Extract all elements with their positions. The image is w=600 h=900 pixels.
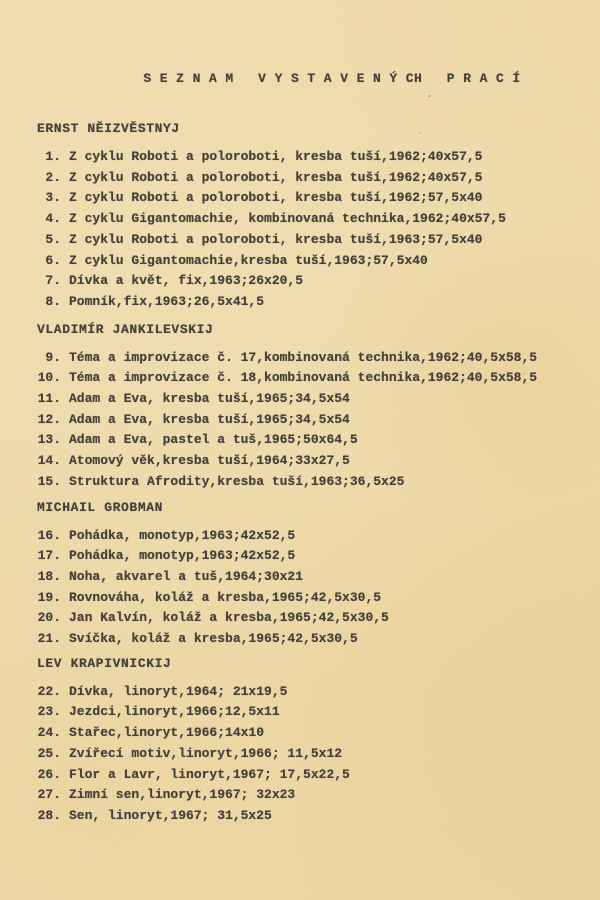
item-number: 1.	[45, 149, 61, 164]
item-text: Z cyklu Roboti a poloroboti, kresba tuší,1962;40x57,5	[69, 149, 483, 164]
page-title: S E Z N A M V Y S T A V E N Ý CH P R A C Í	[143, 71, 521, 86]
list-item	[37, 368, 572, 389]
item-text: Pohádka, monotyp,1963;42x52,5	[69, 548, 296, 564]
list-item	[37, 292, 572, 313]
item-number: 26.	[37, 766, 61, 782]
list-item	[37, 567, 572, 588]
list-item	[37, 629, 572, 650]
list-item	[37, 188, 572, 209]
work-list	[37, 348, 572, 493]
item-text: Jan Kalvín, koláž a kresba,1965;42,5x30,5	[69, 610, 389, 626]
artist-name: VLADIMÍR JANKILEVSKIJ	[37, 321, 214, 337]
item-number: 20.	[37, 610, 61, 626]
item-text: Adam a Eva, kresba tuší,1965;34,5x54	[69, 411, 350, 427]
item-text: Téma a improvizace č. 17,kombinovaná technika,1962;40,5x58,5	[69, 349, 538, 365]
list-item	[37, 744, 572, 765]
paper-speck	[96, 557, 99, 559]
item-number: 11.	[37, 391, 61, 407]
item-text: Atomový věk,kresba tuší,1964;33x27,5	[69, 453, 350, 469]
list-item	[37, 702, 572, 723]
item-number: 21.	[37, 631, 61, 647]
paper-speck	[419, 132, 421, 134]
item-number: 17.	[37, 548, 61, 564]
paper-speck	[523, 372, 525, 375]
list-item	[37, 472, 572, 493]
item-text: Stařec,linoryt,1966;14x10	[69, 725, 265, 741]
list-item	[37, 806, 572, 827]
item-text: Dívka, linoryt,1964; 21x19,5	[69, 683, 288, 699]
item-number: 19.	[37, 589, 61, 605]
item-number: 23.	[37, 704, 61, 720]
item-text: Adam a Eva, kresba tuší,1965;34,5x54	[69, 391, 350, 407]
item-number: 22.	[37, 683, 61, 699]
item-number: 4.	[45, 211, 61, 227]
list-item	[37, 588, 572, 609]
item-number: 12.	[37, 411, 61, 427]
list-item	[37, 723, 572, 744]
artist-section-jankilevskij	[37, 321, 572, 493]
item-number: 7.	[45, 273, 61, 289]
item-text: Z cyklu Gigantomachie, kombinovaná technika,1962;40x57,5	[69, 211, 506, 227]
list-item	[37, 251, 572, 272]
item-text: Flor a Lavr, linoryt,1967; 17,5x22,5	[69, 766, 350, 782]
work-list	[37, 526, 572, 650]
item-text: Pohádka, monotyp,1963;42x52,5	[69, 527, 296, 543]
item-text: Z cyklu Roboti a poloroboti, kresba tuší,1963;57,5x40	[69, 231, 483, 247]
artist-name: LEV KRAPIVNICKIJ	[37, 655, 172, 671]
item-text: Zvířecí motiv,linoryt,1966; 11,5x12	[69, 745, 343, 761]
item-text: Téma a improvizace č. 18,kombinovaná technika,1962;40,5x58,5	[69, 370, 538, 386]
list-item	[37, 209, 572, 230]
item-number: 18.	[37, 568, 61, 584]
list-item	[37, 526, 572, 547]
list-item	[37, 410, 572, 431]
item-number: 8.	[45, 293, 61, 309]
item-number: 14.	[37, 453, 61, 469]
list-item	[37, 765, 572, 786]
list-item	[37, 389, 572, 410]
list-item	[37, 608, 572, 629]
item-text: Sen, linoryt,1967; 31,5x25	[69, 807, 272, 823]
item-number: 16.	[37, 527, 61, 543]
list-item	[37, 230, 572, 251]
item-text: Noha, akvarel a tuš,1964;30x21	[69, 568, 304, 584]
artist-section-krapivnickij	[37, 655, 572, 827]
item-text: Zimní sen,linoryt,1967; 32x23	[69, 787, 296, 803]
item-text: Struktura Afrodity,kresba tuší,1963;36,5x25	[69, 473, 405, 489]
artist-name: MICHAIL GROBMAN	[37, 499, 164, 515]
item-text: Z cyklu Roboti a poloroboti, kresba tuší,1962;57,5x40	[69, 190, 483, 206]
list-item	[37, 348, 572, 369]
item-number: 28.	[37, 807, 61, 823]
item-number: 13.	[37, 432, 61, 448]
list-item	[37, 430, 572, 451]
list-item	[37, 451, 572, 472]
work-list	[37, 147, 572, 313]
item-number: 9.	[45, 349, 61, 365]
item-number: 2.	[45, 169, 61, 185]
list-item	[37, 271, 572, 292]
item-text: Adam a Eva, pastel a tuš,1965;50x64,5	[69, 432, 358, 448]
list-item	[37, 785, 572, 806]
item-text: Svíčka, koláž a kresba,1965;42,5x30,5	[69, 631, 358, 647]
item-text: Dívka a květ, fix,1963;26x20,5	[69, 273, 304, 289]
work-list	[37, 682, 572, 827]
item-text: Pomník,fix,1963;26,5x41,5	[69, 293, 265, 309]
item-number: 3.	[45, 190, 61, 206]
item-number: 6.	[45, 252, 61, 268]
artist-section-neizvestnyj	[37, 120, 572, 313]
list-item	[37, 168, 572, 189]
list-item	[37, 147, 572, 168]
item-number: 5.	[45, 231, 61, 247]
item-text: Rovnováha, koláž a kresba,1965;42,5x30,5	[69, 589, 382, 605]
item-text: Z cyklu Gigantomachie,kresba tuší,1963;57,5x40	[69, 252, 428, 268]
item-number: 25.	[37, 745, 61, 761]
artist-section-grobman	[37, 499, 572, 650]
item-number: 10.	[37, 370, 61, 386]
item-number: 15.	[37, 473, 61, 489]
paper-speck	[428, 95, 431, 97]
artist-name: ERNST NĚIZVĚSTNYJ	[37, 121, 180, 136]
list-item	[37, 546, 572, 567]
item-number: 24.	[37, 725, 61, 741]
item-text: Jezdci,linoryt,1966;12,5x11	[69, 704, 280, 720]
item-number: 27.	[37, 787, 61, 803]
list-item	[37, 682, 572, 703]
item-text: Z cyklu Roboti a poloroboti, kresba tuší,1962;40x57,5	[69, 169, 483, 185]
